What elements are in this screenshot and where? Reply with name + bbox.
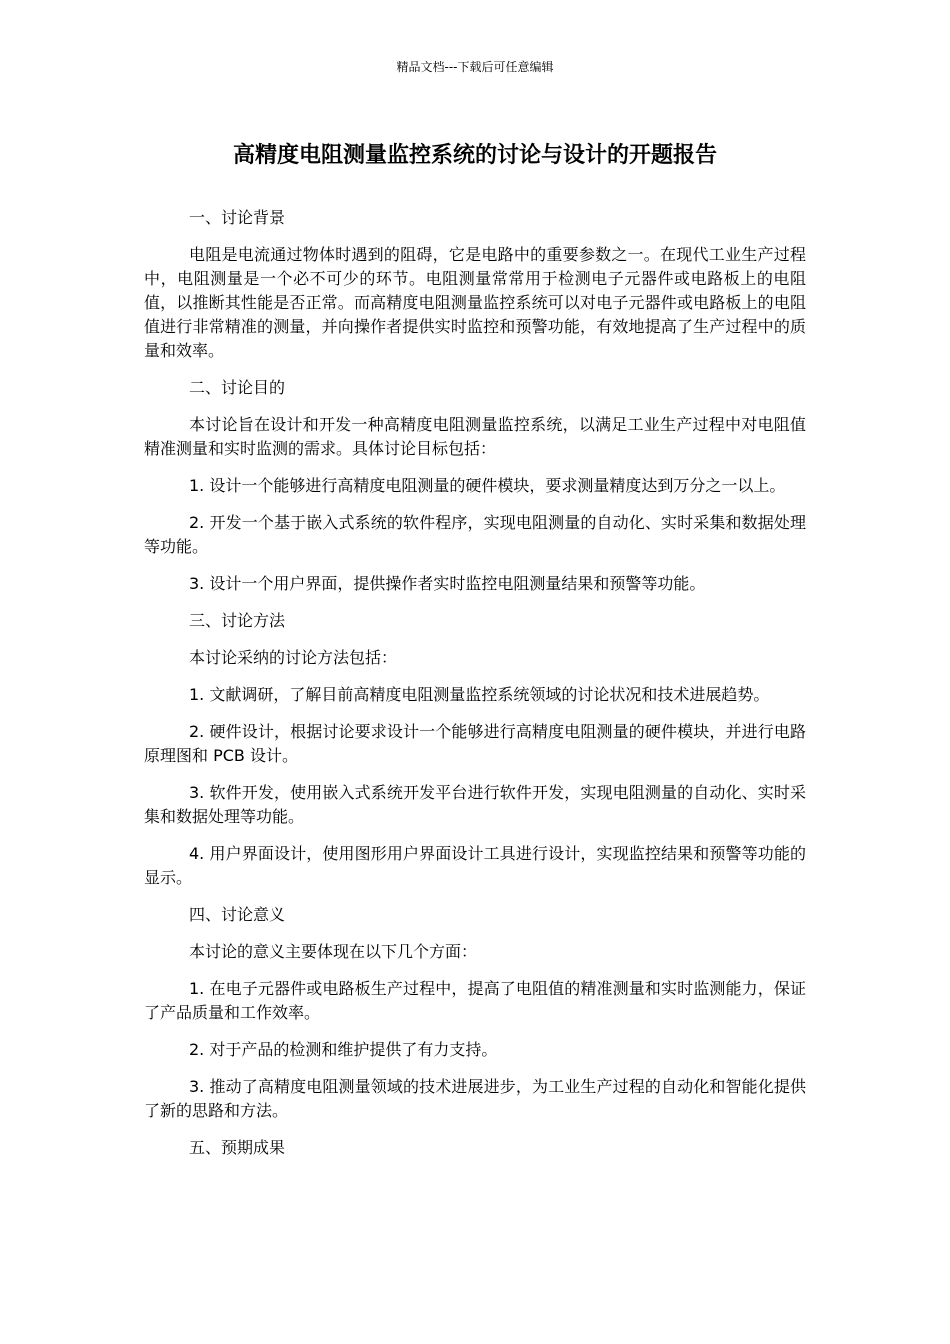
paragraph-methods-intro: 本讨论采纳的讨论方法包括：: [189, 648, 398, 667]
document-body: [144, 206, 806, 1173]
section-heading-background: 一、讨论背景: [189, 208, 286, 227]
list-item-method-3: 3. 软件开发，使用嵌入式系统开发平台进行软件开发，实现电阻测量的自动化、实时采集和数据处理等功能。: [144, 783, 806, 826]
section-heading-expected-results: 五、预期成果: [189, 1138, 286, 1157]
paragraph-purpose-intro: 本讨论旨在设计和开发一种高精度电阻测量监控系统，以满足工业生产过程中对电阻值精准测量和实时监测的需求。具体讨论目标包括：: [144, 415, 806, 458]
list-item-purpose-3: 3. 设计一个用户界面，提供操作者实时监控电阻测量结果和预警等功能。: [189, 574, 706, 593]
list-item-method-4: 4. 用户界面设计，使用图形用户界面设计工具进行设计，实现监控结果和预警等功能的显示。: [144, 844, 806, 887]
page-header: 精品文档---下载后可任意编辑: [396, 60, 554, 74]
list-item-method-2: 2. 硬件设计，根据讨论要求设计一个能够进行高精度电阻测量的硬件模块，并进行电路原理图和 PCB 设计。: [144, 722, 806, 765]
document-title: 高精度电阻测量监控系统的讨论与设计的开题报告: [232, 143, 717, 168]
paragraph-background: 电阻是电流通过物体时遇到的阻碍，它是电路中的重要参数之一。在现代工业生产过程中，电阻测量是一个必不可少的环节。电阻测量常常用于检测电子元器件或电路板上的电阻值，以推断其性能是否正常。而高精度电阻测量监控系统可以对电子元器件或电路板上的电阻值进行非常精准的测量，并向操作者提供实时监控和预警功能，有效地提高了生产过程中的质量和效率。: [144, 245, 806, 360]
section-heading-significance: 四、讨论意义: [189, 905, 286, 924]
list-item-significance-2: 2. 对于产品的检测和维护提供了有力支持。: [189, 1040, 498, 1059]
section-heading-methods: 三、讨论方法: [189, 611, 286, 630]
paragraph-significance-intro: 本讨论的意义主要体现在以下几个方面：: [189, 942, 478, 961]
list-item-significance-1: 1. 在电子元器件或电路板生产过程中，提高了电阻值的精准测量和实时监测能力，保证了产品质量和工作效率。: [144, 979, 806, 1022]
section-heading-purpose: 二、讨论目的: [189, 378, 286, 397]
list-item-method-1: 1. 文献调研，了解目前高精度电阻测量监控系统领域的讨论状况和技术进展趋势。: [189, 685, 770, 704]
list-item-significance-3: 3. 推动了高精度电阻测量领域的技术进展进步，为工业生产过程的自动化和智能化提供了新的思路和方法。: [144, 1077, 806, 1120]
list-item-purpose-1: 1. 设计一个能够进行高精度电阻测量的硬件模块，要求测量精度达到万分之一以上。: [189, 476, 786, 495]
list-item-purpose-2: 2. 开发一个基于嵌入式系统的软件程序，实现电阻测量的自动化、实时采集和数据处理等功能。: [144, 513, 806, 556]
